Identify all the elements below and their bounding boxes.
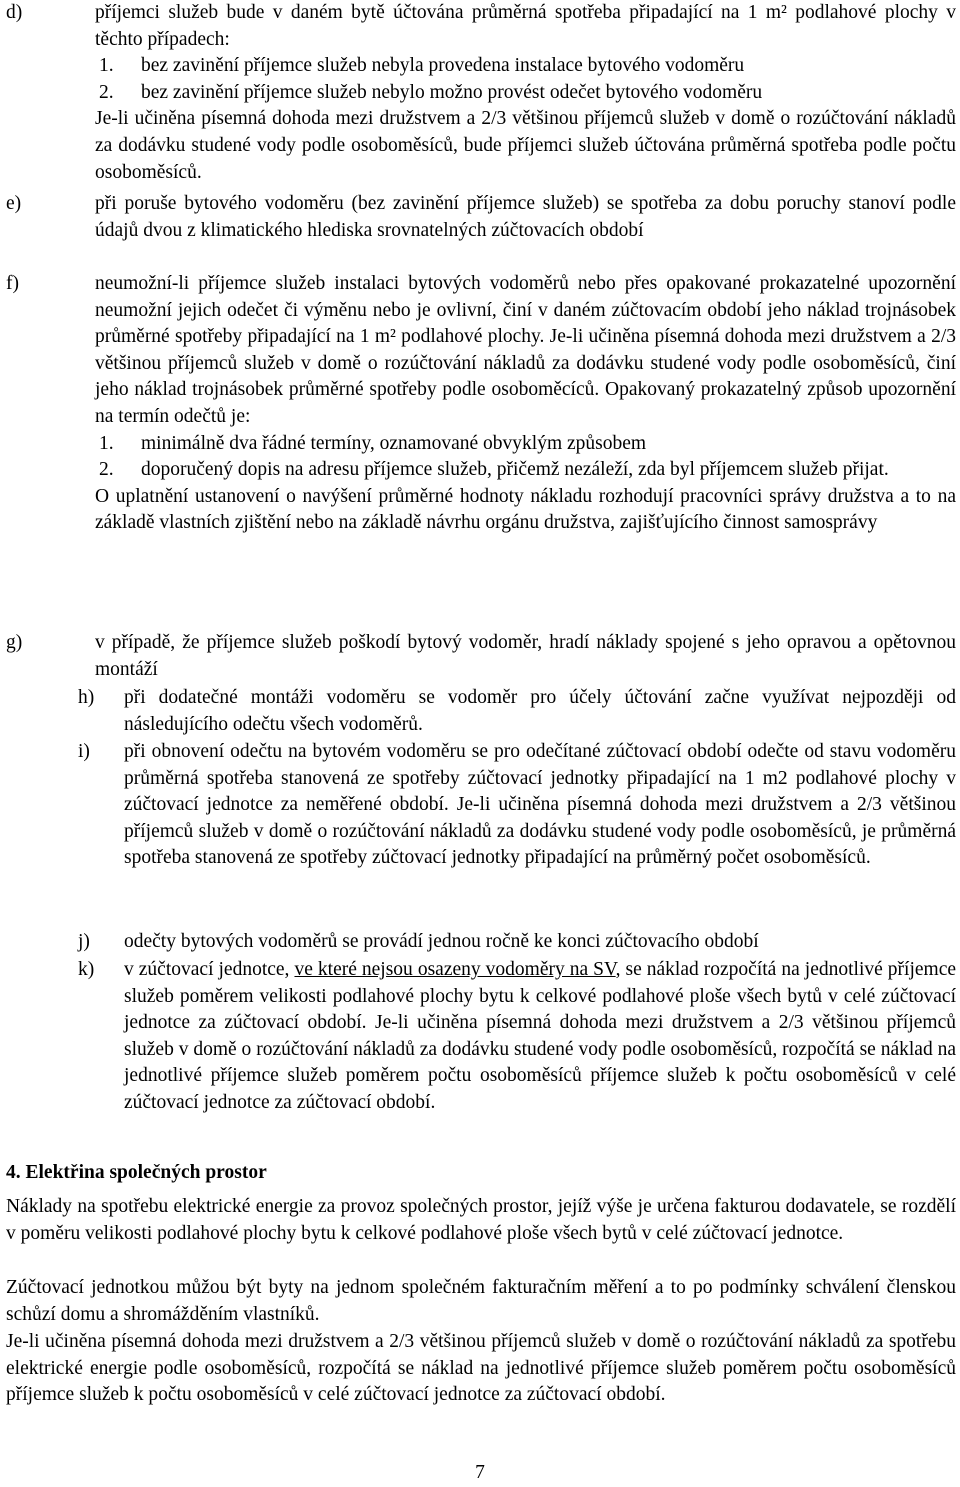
list-number: 1. [99,55,114,77]
item-label: e) [6,193,22,214]
item-label: k) [78,959,95,980]
list-text: bez zavinění příjemce služeb nebyla provedena instalace bytového vodoměru [141,55,745,77]
item-intro: příjemci služeb bude v daném bytě účtována průměrná spotřeba připadající na 1 m² podlahové plochy v těchto případech: [95,2,956,50]
item-body: odečty bytových vodoměrů se provádí jednou ročně ke konci zúčtovacího období [124,931,759,952]
item-label: j) [78,931,90,952]
list-text: doporučený dopis na adresu příjemce služeb, přičemž nezáleží, zda byl příjemcem služeb přijat. [141,459,889,481]
list-item [99,80,956,107]
list-item [99,431,956,458]
section-heading: 4. Elektřina společných prostor [6,1162,267,1183]
paragraph: Zúčtovací jednotkou můžou být byty na jednom společném fakturačním měření a to po podmínky schválení členskou schůzí domu a shromážděním vlastníků. [6,1277,956,1325]
list-text: bez zavinění příjemce služeb nebylo možno provést odečet bytového vodoměru [141,81,763,103]
list-text: minimálně dva řádné termíny, oznamované obvyklým způsobem [141,432,647,454]
list-number: 1. [99,432,114,454]
numbered-list [95,53,956,106]
list-item [99,457,956,484]
item-label: g) [6,632,23,653]
item-label: f) [6,273,19,294]
list-item [99,53,956,80]
item-label: d) [6,2,23,23]
item-body [95,271,956,537]
item-intro: neumožní-li příjemce služeb instalaci bytových vodoměrů nebo přes opakované prokazatelné upozornění neumožní jejich odečet či výměnu nebo je ovlivní, činí v daném zúčtovacím období jeho náklad trojnásobek průměrné spotřeby připadající na 1 m² podlahové plochy. Je-li učiněna písemná dohoda mezi družstvem a 2/3 většinou příjemců služeb v domě o rozúčtování nákladů za dodávku studené vody podle osoboměsíců, činí jeho náklad trojnásobek průměrné spotřeby podle osoboměcíců. Opakovaný prokazatelný způsob upozornění na termín odečtů je: [95,273,956,427]
item-body: při poruše bytového vodoměru (bez zavinění příjemce služeb) se spotřeba za dobu poruchy stanoví podle údajů dvou z klimatického hlediska srovnatelných zúčtovacích období [95,193,956,241]
numbered-list [95,431,956,484]
item-body: v případě, že příjemce služeb poškodí bytový vodoměr, hradí náklady spojené s jeho opravou a opětovnou montáží [95,632,956,680]
item-text: v zúčtovací jednotce, [124,959,295,980]
item-after: Je-li učiněna písemná dohoda mezi družstvem a 2/3 většinou příjemců služeb v domě o rozúčtování nákladů za dodávku studené vody podle osoboměsíců, bude příjemci služeb účtována průměrná spotřeba podle počtu osoboměsíců. [95,108,956,183]
item-body [124,957,956,1117]
item-label: h) [78,687,95,708]
item-body: při obnovení odečtu na bytovém vodoměru se pro odečítané zúčtovací období odečte od stavu vodoměru průměrná spotřeba stanovená ze spotřeby zúčtovací jednotky připadající na 1 m2 podlahové plochy v zúčtovací jednotce za neměřené období. Je-li učiněna písemná dohoda mezi družstvem a 2/3 většinou příjemců služeb v domě o rozúčtování nákladů za dodávku studené vody podle osoboměsíců, je průměrná spotřeba stanovená ze spotřeby zúčtovací jednotky připadající na průměrný počet osoboměsíců. [124,741,956,869]
item-body [95,0,956,186]
item-after: O uplatnění ustanovení o navýšení průměrné hodnoty nákladu rozhodují pracovníci správy družstva a to na základě vlastních zjištění nebo na základě návrhu orgánu družstva, zajišťujícího činnost samosprávy [95,485,956,534]
page-number: 7 [475,1462,485,1483]
list-number: 2. [99,459,114,481]
paragraph: Je-li učiněna písemná dohoda mezi družstvem a 2/3 většinou příjemců služeb v domě o rozúčtování nákladů za spotřebu elektrické energie podle osoboměsíců, rozpočítá se náklad na jednotlivé příjemce služeb poměrem počtu osoboměsíců příjemce služeb k počtu osoboměsíců v celé zúčtovací jednotce za zúčtovací období. [6,1331,956,1406]
item-body: při dodatečné montáži vodoměru se vodoměr pro účely účtování začne využívat nejpozději od následujícího odečtu všech vodoměrů. [124,687,956,735]
item-label: i) [78,741,90,762]
paragraph: Náklady na spotřebu elektrické energie za provoz společných prostor, jejíž výše je určena fakturou dodavatele, se rozdělí v poměru velikosti podlahové plochy bytu k celkové podlahové ploše všech bytů v celé zúčtovací jednotce. [6,1196,956,1244]
item-text: , se náklad rozpočítá na jednotlivé příjemce služeb poměrem velikosti podlahové plochy bytu k celkové podlahové ploše všech bytů v celé zúčtovací jednotce za zúčtovací období. Je-li učiněna písemná dohoda mezi družstvem a 2/3 většinou příjemců služeb v domě o rozúčtování nákladů za dodávku studené vody podle osoboměsíců, rozpočítá se náklad na jednotlivé příjemce služeb poměrem počtu osoboměsíců příjemce služeb k počtu osoboměsíců v celé zúčtovací jednotce za zúčtovací období. [124,959,956,1113]
underlined-text: ve které nejsou osazeny vodoměry na SV [294,959,616,980]
list-number: 2. [99,81,114,103]
